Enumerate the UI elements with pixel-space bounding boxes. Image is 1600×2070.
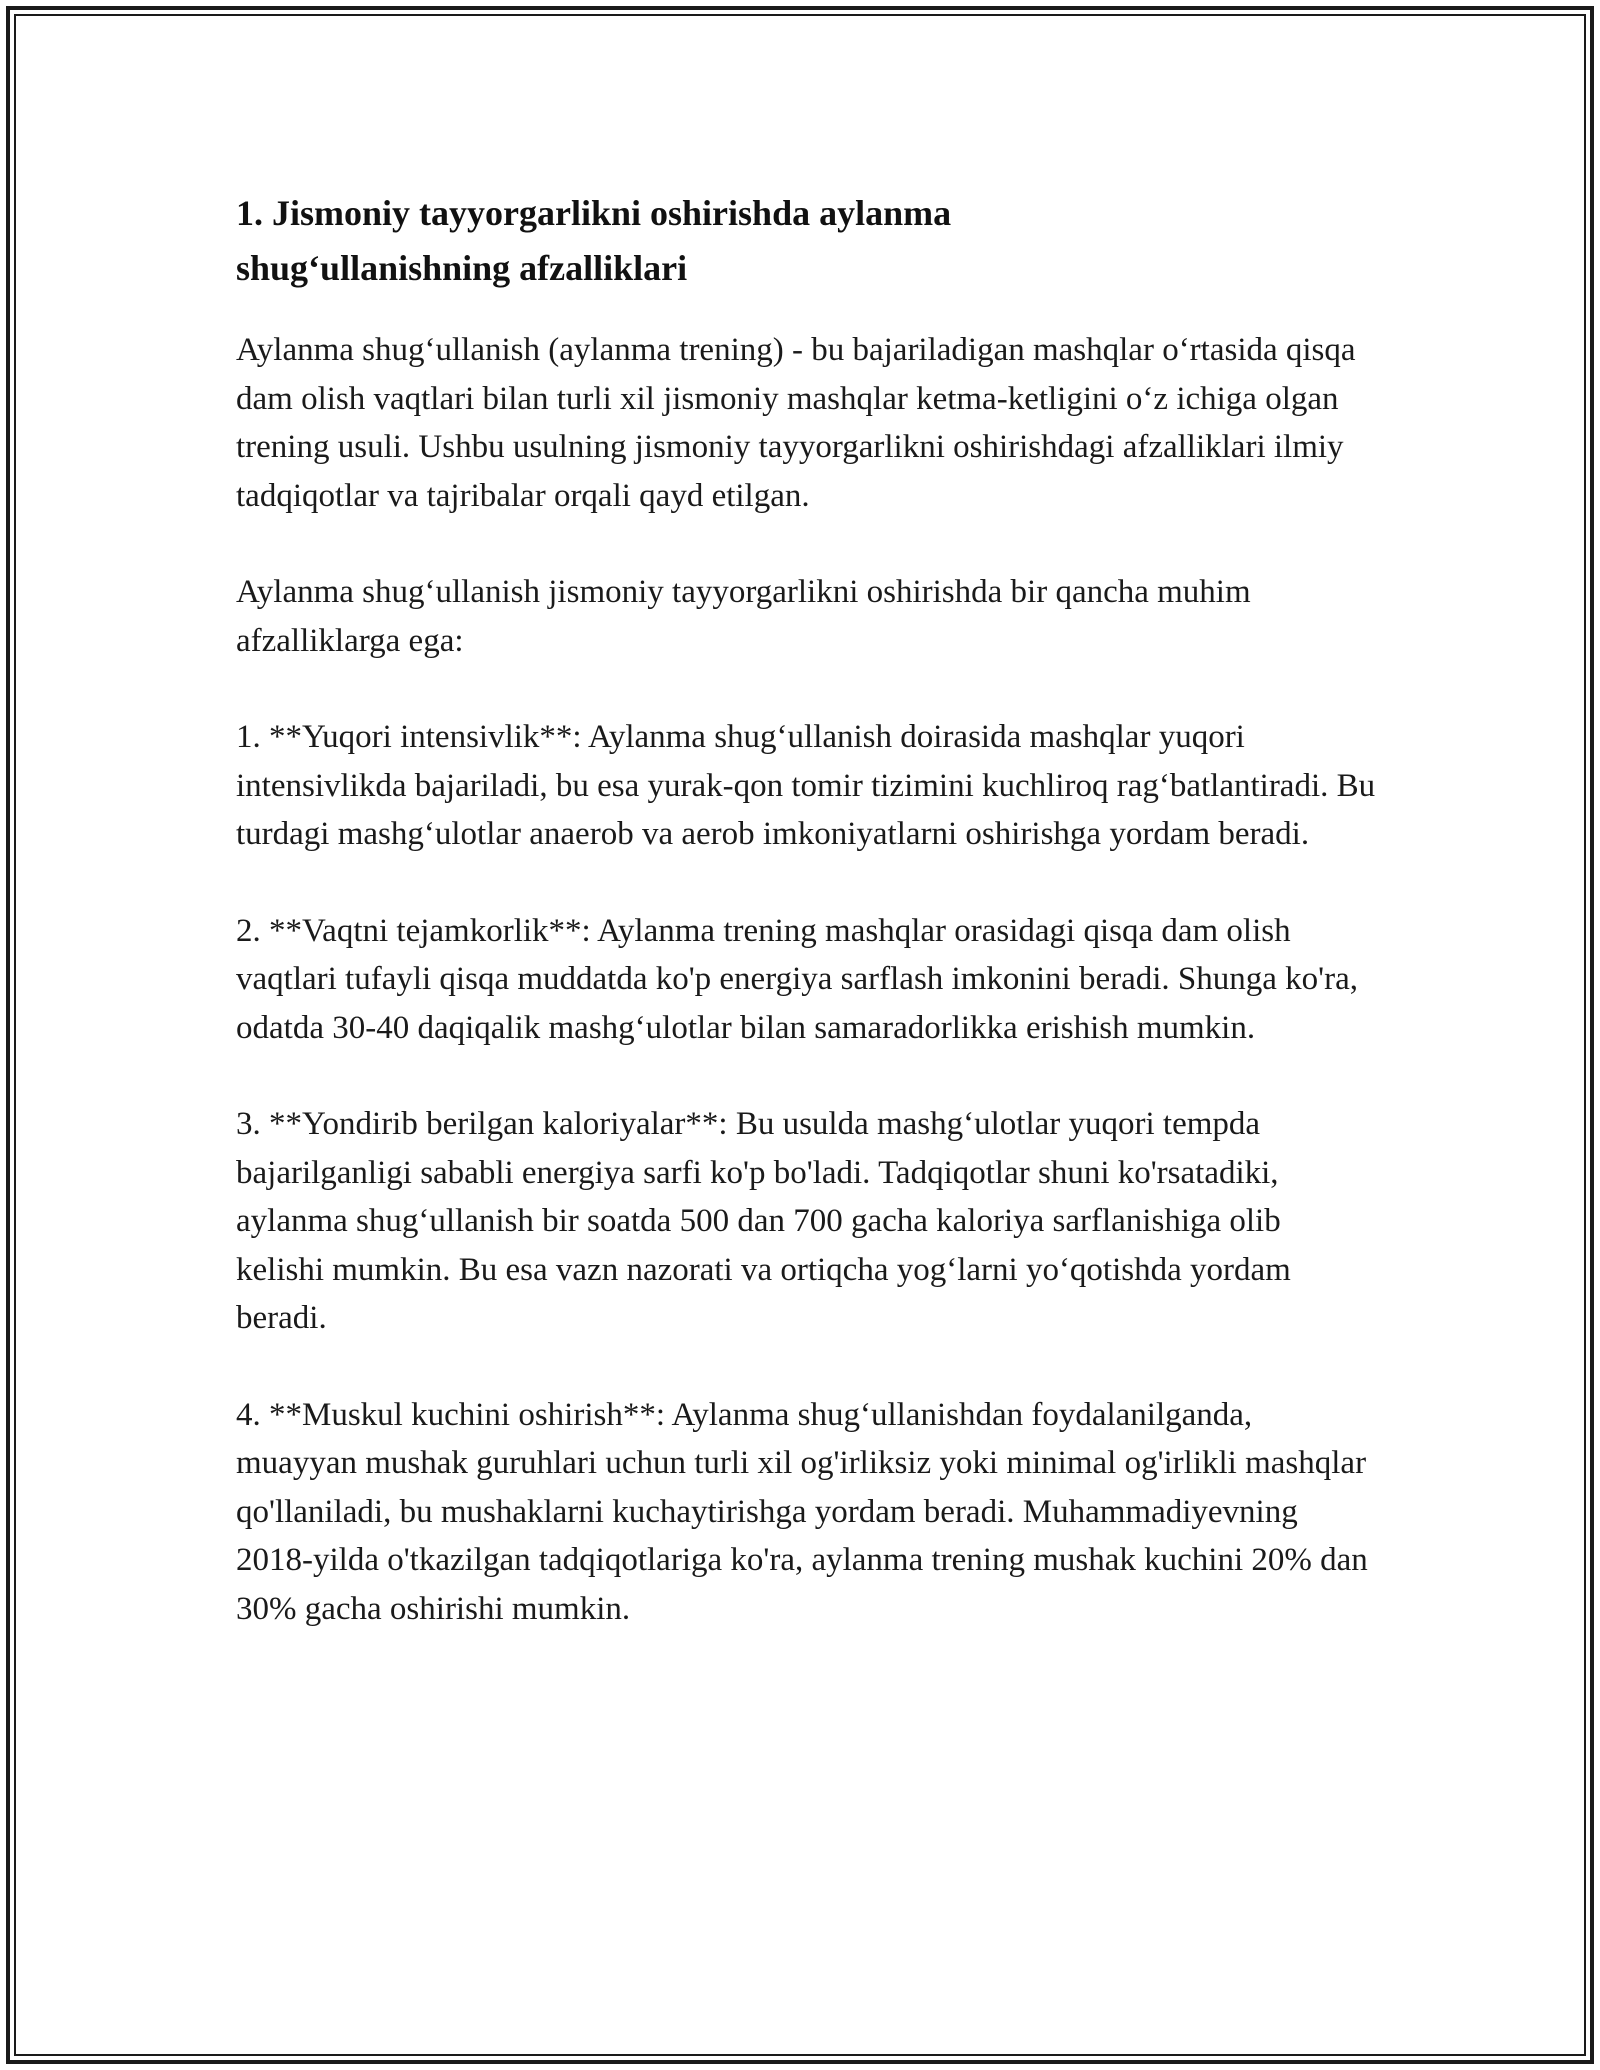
heading-line-2: shug‘ullanishning afzalliklari [236, 248, 688, 288]
document-body [236, 186, 1376, 1681]
heading-line-1: 1. Jismoniy tayyorgarlikni oshirishda aylanma [236, 193, 952, 233]
list-item-high-intensity: 1. **Yuqori intensivlik**: Aylanma shug‘ullanish doirasida mashqlar yuqori intensivlikda bajariladi, bu esa yurak-qon tomir tizimini kuchliroq rag‘batlantiradi. Bu turdagi mashg‘ulotlar anaerob va aerob imkoniyatlarni oshirishga yordam beradi. [236, 719, 1376, 852]
advantages-lead-paragraph: Aylanma shug‘ullanish jismoniy tayyorgarlikni oshirishda bir qancha muhim afzalliklarga ega: [236, 574, 1251, 659]
list-item-muscle-strength: 4. **Muskul kuchini oshirish**: Aylanma shug‘ullanishdan foydalanilganda, muayyan mushak guruhlari uchun turli xil og'irliksiz yoki minimal og'irlikli mashqlar qo'llaniladi, bu mushaklarni kuchaytirishga yordam beradi. Muhammadiyevning 2018-yilda o'tkazilgan tadqiqotlariga ko'ra, aylanma trening mushak kuchini 20% dan 30% gacha oshirishi mumkin. [236, 1396, 1368, 1627]
section-heading [236, 186, 1376, 296]
list-item-time-efficiency: 2. **Vaqtni tejamkorlik**: Aylanma trening mashqlar orasidagi qisqa dam olish vaqtlari tufayli qisqa muddatda ko'p energiya sarflash imkonini beradi. Shunga ko'ra, odatda 30-40 daqiqalik mashg‘ulotlar bilan samaradorlikka erishish mumkin. [236, 912, 1358, 1046]
intro-paragraph: Aylanma shug‘ullanish (aylanma trening) - bu bajariladigan mashqlar o‘rtasida qisqa dam olish vaqtlari bilan turli xil jismoniy mashqlar ketma-ketligini o‘z ichiga olgan trening usuli. Ushbu usulning jismoniy tayyorgarlikni oshirishdagi afzalliklari ilmiy tadqiqotlar va tajribalar orqali qayd etilgan. [236, 332, 1356, 514]
list-item-calories-burned: 3. **Yondirib berilgan kaloriyalar**: Bu usulda mashg‘ulotlar yuqori tempda bajarilganligi sababli energiya sarfi ko'p bo'ladi. Tadqiqotlar shuni ko'rsatadiki, aylanma shug‘ullanish bir soatda 500 dan 700 gacha kaloriya sarflanishiga olib kelishi mumkin. Bu esa vazn nazorati va ortiqcha yog‘larni yo‘qotishda yordam beradi. [236, 1106, 1291, 1336]
